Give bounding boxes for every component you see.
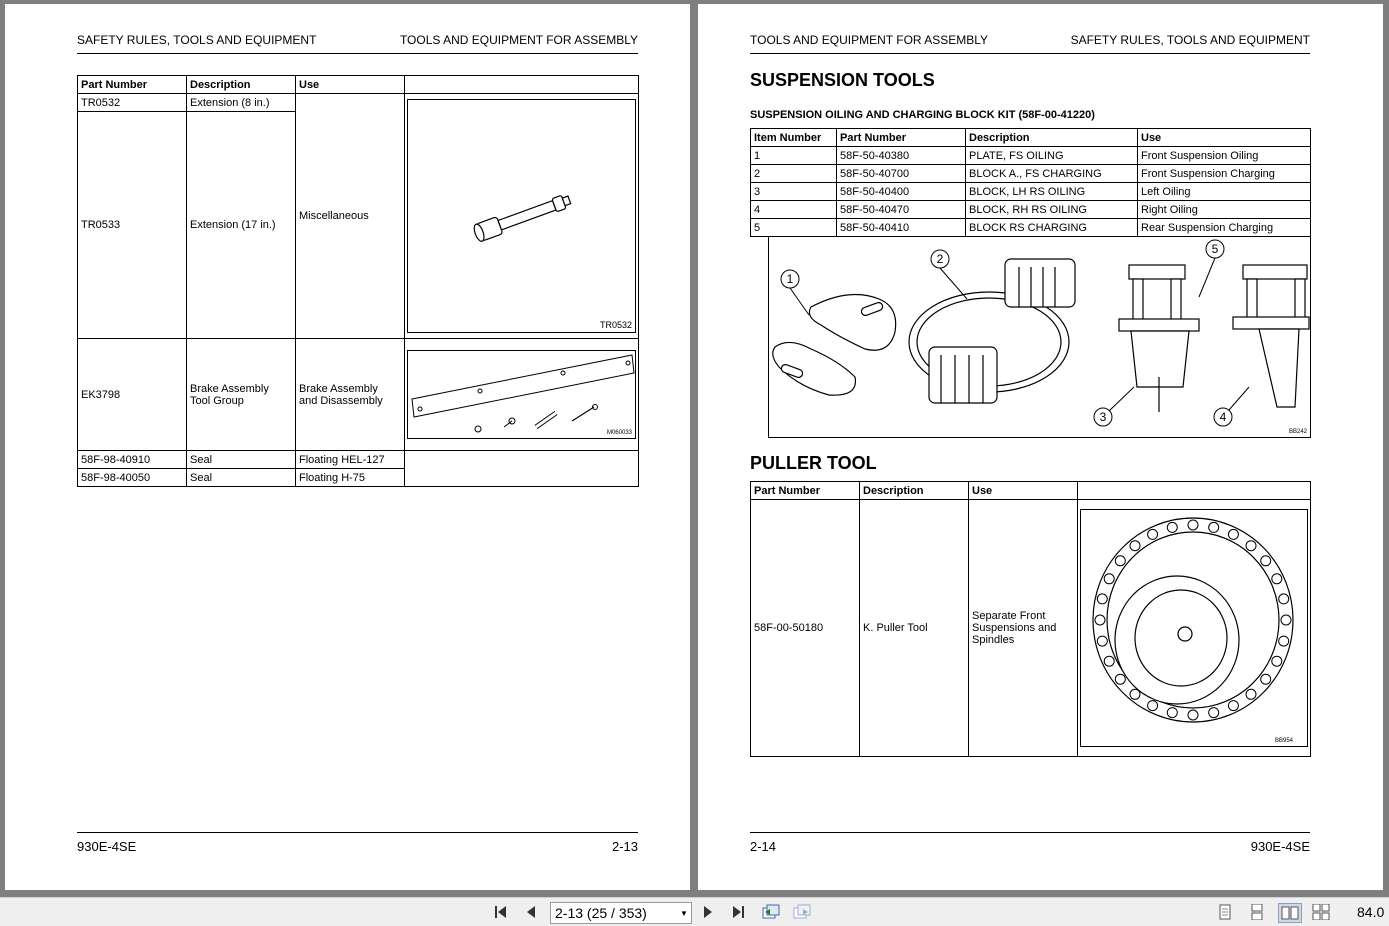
cell-item: 4 <box>751 201 837 219</box>
kit-figure <box>768 236 1311 438</box>
right-page <box>698 4 1383 890</box>
cell-part-number: 58F-00-50180 <box>751 500 860 757</box>
facing-icon[interactable] <box>1278 903 1302 923</box>
col-header-item-number: Item Number <box>751 129 837 147</box>
bolt-hole <box>1167 708 1177 718</box>
bolt-hole <box>1272 574 1282 584</box>
bolt-hole <box>1261 556 1271 566</box>
bolt-hole <box>1115 674 1125 684</box>
kit-table <box>750 128 1311 237</box>
running-header-right: SAFETY RULES, TOOLS AND EQUIPMENT <box>1070 33 1310 47</box>
next-view-icon[interactable] <box>791 903 813 921</box>
cell-description: BLOCK, RH RS OILING <box>966 201 1138 219</box>
col-header-part-number: Part Number <box>751 482 860 500</box>
cell-part-number: TR0532 <box>78 94 187 112</box>
bolt-hole <box>1095 615 1105 625</box>
section-title: PULLER TOOL <box>750 453 877 473</box>
cell-description: Extension (8 in.) <box>187 94 296 112</box>
bolt-hole <box>1228 701 1238 711</box>
page-navigation-toolbar <box>0 897 1389 926</box>
bolt-hole <box>1246 689 1256 699</box>
running-header-right: TOOLS AND EQUIPMENT FOR ASSEMBLY <box>399 33 638 47</box>
extension-illustration <box>408 100 636 332</box>
table-header-row <box>78 76 639 94</box>
table-row <box>751 165 1311 183</box>
bolt-hole <box>1272 656 1282 666</box>
cell-description: BLOCK, LH RS OILING <box>966 183 1138 201</box>
footer-page-number: 2-14 <box>750 839 777 854</box>
table-header-row <box>751 129 1311 147</box>
prev-page-icon[interactable] <box>520 903 542 921</box>
col-header-figure <box>405 76 639 94</box>
footer-rule <box>77 832 638 833</box>
cell-use: Floating H-75 <box>296 469 405 487</box>
cell-part-number: 58F-50-40380 <box>837 147 966 165</box>
use-line: Suspensions and <box>972 622 1057 634</box>
col-header-description: Description <box>966 129 1138 147</box>
cell-description: Seal <box>187 451 296 469</box>
bolt-hole <box>1281 615 1291 625</box>
bolt-hole <box>1188 520 1198 530</box>
col-header-figure <box>1078 482 1311 500</box>
puller-figure <box>1080 509 1308 747</box>
cell-figure <box>405 94 639 339</box>
continuous-facing-icon[interactable] <box>1310 903 1332 921</box>
cell-part-number: 58F-98-40050 <box>78 469 187 487</box>
figure-code: BB954 <box>1275 738 1294 744</box>
cell-figure <box>405 339 639 451</box>
first-page-icon[interactable] <box>490 903 512 921</box>
zoom-level[interactable]: 84.0 <box>1357 904 1385 920</box>
cell-use: Front Suspension Oiling <box>1138 147 1311 165</box>
table-row <box>751 147 1311 165</box>
cell-use <box>296 339 405 451</box>
cell-figure <box>1078 500 1311 757</box>
cell-use: Floating HEL-127 <box>296 451 405 469</box>
page-number-select[interactable] <box>550 902 692 924</box>
callout-label: 2 <box>936 252 944 266</box>
kit-title: SUSPENSION OILING AND CHARGING BLOCK KIT (58F-00-41220) <box>750 109 1095 121</box>
callout-label: 4 <box>1219 410 1227 424</box>
callout-label: 1 <box>786 272 794 286</box>
bolt-hole <box>1115 556 1125 566</box>
table-header-row <box>751 482 1311 500</box>
header-rule <box>750 53 1310 54</box>
cell-item: 3 <box>751 183 837 201</box>
table-row <box>751 500 1311 757</box>
desc-line: Tool Group <box>190 394 244 407</box>
callout-label: 3 <box>1099 410 1107 424</box>
next-page-icon[interactable] <box>697 903 719 921</box>
use-line: and Disassembly <box>299 394 383 407</box>
col-header-use: Use <box>969 482 1078 500</box>
bolt-hole <box>1130 541 1140 551</box>
figure-code: M060033 <box>606 430 632 436</box>
use-line: Spindles <box>972 634 1015 646</box>
cell-description <box>187 339 296 451</box>
cell-use: Right Oiling <box>1138 201 1311 219</box>
footer-model: 930E-4SE <box>77 839 137 854</box>
single-page-icon[interactable] <box>1214 903 1236 921</box>
bolt-hole <box>1279 636 1289 646</box>
cell-part-number: TR0533 <box>78 112 187 339</box>
cell-part-number: 58F-50-40400 <box>837 183 966 201</box>
bolt-hole <box>1167 522 1177 532</box>
cell-empty <box>405 451 639 487</box>
col-header-use: Use <box>1138 129 1311 147</box>
tools-table <box>77 75 639 487</box>
cell-description: Extension (17 in.) <box>187 112 296 339</box>
bolt-hole <box>1188 710 1198 720</box>
desc-line: Brake Assembly <box>190 382 269 395</box>
cell-item: 2 <box>751 165 837 183</box>
page-number-value: 2-13 (25 / 353) <box>555 905 647 921</box>
table-row <box>78 94 639 112</box>
cell-item: 1 <box>751 147 837 165</box>
previous-view-icon[interactable] <box>760 903 782 921</box>
bolt-hole <box>1246 541 1256 551</box>
cell-description: K. Puller Tool <box>860 500 969 757</box>
left-page <box>5 4 690 890</box>
cell-part-number: 58F-50-40470 <box>837 201 966 219</box>
col-header-part-number: Part Number <box>78 76 187 94</box>
running-header-left: SAFETY RULES, TOOLS AND EQUIPMENT <box>77 33 317 47</box>
footer-rule <box>750 832 1310 833</box>
col-header-part-number: Part Number <box>837 129 966 147</box>
puller-table <box>750 481 1311 757</box>
callout-label: 5 <box>1211 242 1219 256</box>
cell-part-number: 58F-50-40700 <box>837 165 966 183</box>
col-header-description: Description <box>187 76 296 94</box>
bolt-hole <box>1209 708 1219 718</box>
bolt-hole <box>1130 689 1140 699</box>
col-header-use: Use <box>296 76 405 94</box>
bolt-hole <box>1097 636 1107 646</box>
cell-description: PLATE, FS OILING <box>966 147 1138 165</box>
last-page-icon[interactable] <box>727 903 749 921</box>
chevron-down-icon: ▼ <box>680 908 688 918</box>
bolt-hole <box>1228 529 1238 539</box>
bolt-hole <box>1279 594 1289 604</box>
use-line: Brake Assembly <box>299 382 378 395</box>
cell-description: BLOCK RS CHARGING <box>966 219 1138 237</box>
running-header-left: TOOLS AND EQUIPMENT FOR ASSEMBLY <box>750 33 989 47</box>
bolt-hole <box>1097 594 1107 604</box>
cell-description: BLOCK A., FS CHARGING <box>966 165 1138 183</box>
cell-use: Front Suspension Charging <box>1138 165 1311 183</box>
cell-item: 5 <box>751 219 837 237</box>
cell-part-number: 58F-98-40910 <box>78 451 187 469</box>
cell-description: Seal <box>187 469 296 487</box>
bolt-hole <box>1148 701 1158 711</box>
table-row <box>751 219 1311 237</box>
col-header-description: Description <box>860 482 969 500</box>
header-rule <box>77 53 638 54</box>
brake-tool-illustration <box>408 351 636 438</box>
table-row <box>751 201 1311 219</box>
extension-figure <box>407 99 636 333</box>
cell-part-number: EK3798 <box>78 339 187 451</box>
kit-illustration <box>769 237 1310 437</box>
cell-use: Miscellaneous <box>296 94 405 339</box>
cell-use: Rear Suspension Charging <box>1138 219 1311 237</box>
figure-code: TR0532 <box>599 320 632 330</box>
bolt-hole <box>1209 522 1219 532</box>
puller-illustration <box>1081 510 1309 746</box>
table-row <box>751 183 1311 201</box>
table-row <box>78 339 639 451</box>
bolt-hole <box>1261 674 1271 684</box>
footer-model: 930E-4SE <box>1250 839 1310 854</box>
continuous-icon[interactable] <box>1246 903 1268 921</box>
cell-use <box>969 500 1078 757</box>
figure-code: BB242 <box>1288 429 1307 435</box>
bolt-hole <box>1148 529 1158 539</box>
cell-part-number: 58F-50-40410 <box>837 219 966 237</box>
bolt-hole <box>1104 574 1114 584</box>
cell-use: Left Oiling <box>1138 183 1311 201</box>
brake-tool-figure <box>407 350 636 439</box>
footer-page-number: 2-13 <box>611 839 638 854</box>
table-row <box>78 451 639 469</box>
section-title: SUSPENSION TOOLS <box>750 70 935 90</box>
use-line: Separate Front <box>972 610 1046 622</box>
bolt-hole <box>1104 656 1114 666</box>
